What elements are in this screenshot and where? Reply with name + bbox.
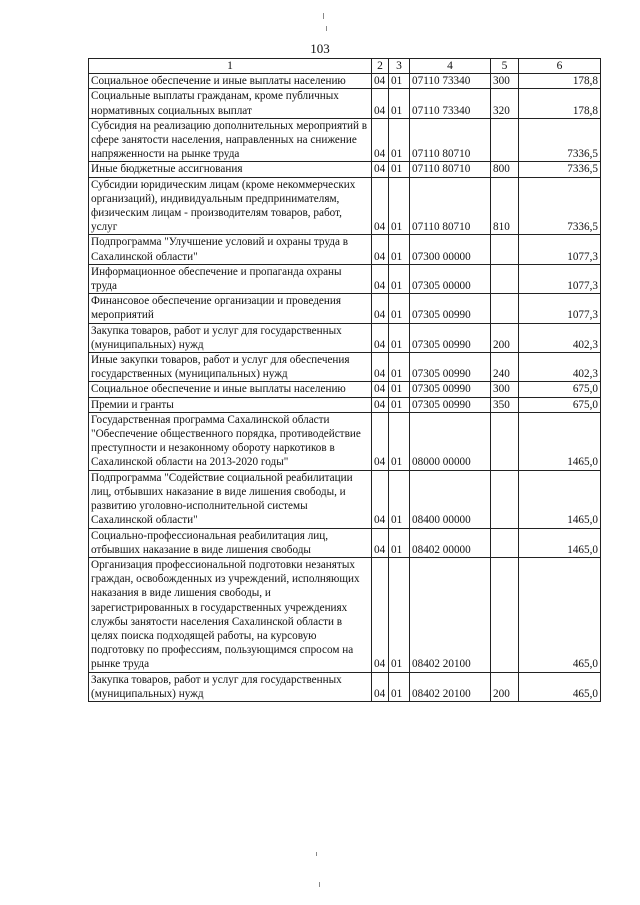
- row-expense-type-cell: 800: [491, 162, 519, 177]
- row-expense-type-cell: [491, 557, 519, 672]
- row-name-cell: Информационное обеспечение и пропаганда охраны труда: [89, 264, 372, 293]
- row-name-cell: Государственная программа Сахалинской области "Обеспечение общественного порядка, противодействие преступности и незаконному обороту наркотиков в Сахалинской области на 2013-2020 годы": [89, 412, 372, 470]
- table-header-row: [89, 59, 601, 74]
- row-section-cell: 04: [372, 294, 389, 323]
- row-amount-cell: 1077,3: [519, 264, 601, 293]
- row-name-cell: Иные бюджетные ассигнования: [89, 162, 372, 177]
- row-target-article-cell: 08402 20100: [410, 672, 491, 701]
- row-expense-type-cell: [491, 264, 519, 293]
- row-expense-type-cell: 810: [491, 177, 519, 235]
- row-target-article-cell: 07305 00990: [410, 397, 491, 412]
- row-name-cell: Подпрограмма "Содействие социальной реабилитации лиц, отбывших наказание в виде лишения свободы, и развитию уголовно-исполнительной системы Сахалинской области": [89, 470, 372, 528]
- row-name-cell: Подпрограмма "Улучшение условий и охраны труда в Сахалинской области": [89, 235, 372, 264]
- row-name-cell: Организация профессиональной подготовки незанятых граждан, освобожденных из учреждений, исполняющих наказания в виде лишения свободы, и зарегистрированных в государственных учреждениях службы занятости населения Сахалинской области в целях поиска подходящей работы, на курсовую подготовку по профессиям, пользующимся спросом на рынке труда: [89, 557, 372, 672]
- row-section-cell: 04: [372, 74, 389, 89]
- row-subsection-cell: 01: [389, 264, 410, 293]
- row-target-article-cell: 07110 80710: [410, 118, 491, 162]
- row-subsection-cell: 01: [389, 235, 410, 264]
- row-subsection-cell: 01: [389, 397, 410, 412]
- table-row: [89, 118, 601, 162]
- row-target-article-cell: 07305 00990: [410, 382, 491, 397]
- header-cell: 4: [410, 59, 491, 74]
- table-row: [89, 74, 601, 89]
- header-cell: 2: [372, 59, 389, 74]
- row-name-cell: Финансовое обеспечение организации и проведения мероприятий: [89, 294, 372, 323]
- row-section-cell: 04: [372, 235, 389, 264]
- row-section-cell: 04: [372, 557, 389, 672]
- row-amount-cell: 1077,3: [519, 294, 601, 323]
- table-row: [89, 557, 601, 672]
- header-cell: 6: [519, 59, 601, 74]
- row-amount-cell: 402,3: [519, 323, 601, 352]
- row-name-cell: Социальное обеспечение и иные выплаты населению: [89, 74, 372, 89]
- row-subsection-cell: 01: [389, 470, 410, 528]
- row-target-article-cell: 07300 00000: [410, 235, 491, 264]
- row-amount-cell: 465,0: [519, 672, 601, 701]
- row-subsection-cell: 01: [389, 528, 410, 557]
- row-target-article-cell: 07110 73340: [410, 89, 491, 118]
- table-row: [89, 470, 601, 528]
- row-target-article-cell: 08400 00000: [410, 470, 491, 528]
- row-subsection-cell: 01: [389, 74, 410, 89]
- scan-mark: [316, 852, 317, 856]
- table-row: [89, 353, 601, 382]
- table-row: [89, 264, 601, 293]
- row-expense-type-cell: [491, 118, 519, 162]
- row-subsection-cell: 01: [389, 162, 410, 177]
- table-row: [89, 294, 601, 323]
- table-row: [89, 412, 601, 470]
- row-amount-cell: 1465,0: [519, 470, 601, 528]
- row-name-cell: Премии и гранты: [89, 397, 372, 412]
- row-expense-type-cell: [491, 470, 519, 528]
- row-subsection-cell: 01: [389, 294, 410, 323]
- row-name-cell: Социально-профессиональная реабилитация лиц, отбывших наказание в виде лишения свободы: [89, 528, 372, 557]
- row-section-cell: 04: [372, 118, 389, 162]
- row-amount-cell: 402,3: [519, 353, 601, 382]
- table-row: [89, 397, 601, 412]
- row-amount-cell: 7336,5: [519, 177, 601, 235]
- row-amount-cell: 465,0: [519, 557, 601, 672]
- table-row: [89, 323, 601, 352]
- row-section-cell: 04: [372, 528, 389, 557]
- row-subsection-cell: 01: [389, 353, 410, 382]
- row-amount-cell: 178,8: [519, 74, 601, 89]
- row-expense-type-cell: 320: [491, 89, 519, 118]
- row-name-cell: Закупка товаров, работ и услуг для государственных (муниципальных) нужд: [89, 672, 372, 701]
- row-name-cell: Иные закупки товаров, работ и услуг для обеспечения государственных (муниципальных) нужд: [89, 353, 372, 382]
- table-row: [89, 528, 601, 557]
- row-subsection-cell: 01: [389, 89, 410, 118]
- row-name-cell: Субсидия на реализацию дополнительных мероприятий в сфере занятости населения, направленных на снижение напряженности на рынке труда: [89, 118, 372, 162]
- row-section-cell: 04: [372, 397, 389, 412]
- row-subsection-cell: 01: [389, 382, 410, 397]
- row-target-article-cell: 07305 00990: [410, 353, 491, 382]
- row-section-cell: 04: [372, 382, 389, 397]
- row-section-cell: 04: [372, 89, 389, 118]
- row-section-cell: 04: [372, 353, 389, 382]
- row-expense-type-cell: 240: [491, 353, 519, 382]
- row-expense-type-cell: [491, 412, 519, 470]
- row-amount-cell: 675,0: [519, 397, 601, 412]
- table-row: [89, 89, 601, 118]
- row-amount-cell: 675,0: [519, 382, 601, 397]
- row-name-cell: Субсидии юридическим лицам (кроме некоммерческих организаций), индивидуальным предпринимателям, физическим лицам - производителям товаров, работ, услуг: [89, 177, 372, 235]
- row-expense-type-cell: 200: [491, 672, 519, 701]
- table-body: [89, 74, 601, 702]
- row-target-article-cell: 07305 00000: [410, 264, 491, 293]
- row-target-article-cell: 07110 80710: [410, 162, 491, 177]
- row-name-cell: Закупка товаров, работ и услуг для государственных (муниципальных) нужд: [89, 323, 372, 352]
- row-target-article-cell: 08402 20100: [410, 557, 491, 672]
- row-expense-type-cell: 350: [491, 397, 519, 412]
- row-name-cell: Социальные выплаты гражданам, кроме публичных нормативных социальных выплат: [89, 89, 372, 118]
- row-expense-type-cell: 300: [491, 74, 519, 89]
- header-cell: 3: [389, 59, 410, 74]
- table-row: [89, 672, 601, 701]
- row-amount-cell: 1077,3: [519, 235, 601, 264]
- row-target-article-cell: 08000 00000: [410, 412, 491, 470]
- row-subsection-cell: 01: [389, 118, 410, 162]
- row-subsection-cell: 01: [389, 412, 410, 470]
- table-row: [89, 382, 601, 397]
- header-cell: 1: [89, 59, 372, 74]
- row-subsection-cell: 01: [389, 177, 410, 235]
- row-name-cell: Социальное обеспечение и иные выплаты населению: [89, 382, 372, 397]
- row-target-article-cell: 07305 00990: [410, 323, 491, 352]
- row-expense-type-cell: [491, 294, 519, 323]
- row-section-cell: 04: [372, 672, 389, 701]
- row-expense-type-cell: [491, 528, 519, 557]
- row-section-cell: 04: [372, 162, 389, 177]
- row-expense-type-cell: 300: [491, 382, 519, 397]
- row-section-cell: 04: [372, 264, 389, 293]
- row-expense-type-cell: [491, 235, 519, 264]
- table-row: [89, 162, 601, 177]
- scan-mark: [326, 26, 327, 31]
- row-amount-cell: 178,8: [519, 89, 601, 118]
- row-amount-cell: 7336,5: [519, 118, 601, 162]
- row-target-article-cell: 08402 00000: [410, 528, 491, 557]
- row-subsection-cell: 01: [389, 557, 410, 672]
- row-subsection-cell: 01: [389, 323, 410, 352]
- table-row: [89, 177, 601, 235]
- row-section-cell: 04: [372, 470, 389, 528]
- row-section-cell: 04: [372, 323, 389, 352]
- row-target-article-cell: 07110 73340: [410, 74, 491, 89]
- header-cell: 5: [491, 59, 519, 74]
- row-section-cell: 04: [372, 177, 389, 235]
- scan-mark: [323, 13, 324, 19]
- row-amount-cell: 7336,5: [519, 162, 601, 177]
- row-target-article-cell: 07305 00990: [410, 294, 491, 323]
- budget-table: [88, 58, 601, 702]
- row-subsection-cell: 01: [389, 672, 410, 701]
- page-number: 103: [310, 41, 330, 56]
- row-amount-cell: 1465,0: [519, 528, 601, 557]
- row-expense-type-cell: 200: [491, 323, 519, 352]
- table-row: [89, 235, 601, 264]
- row-section-cell: 04: [372, 412, 389, 470]
- row-target-article-cell: 07110 80710: [410, 177, 491, 235]
- row-amount-cell: 1465,0: [519, 412, 601, 470]
- scan-mark: [319, 882, 320, 887]
